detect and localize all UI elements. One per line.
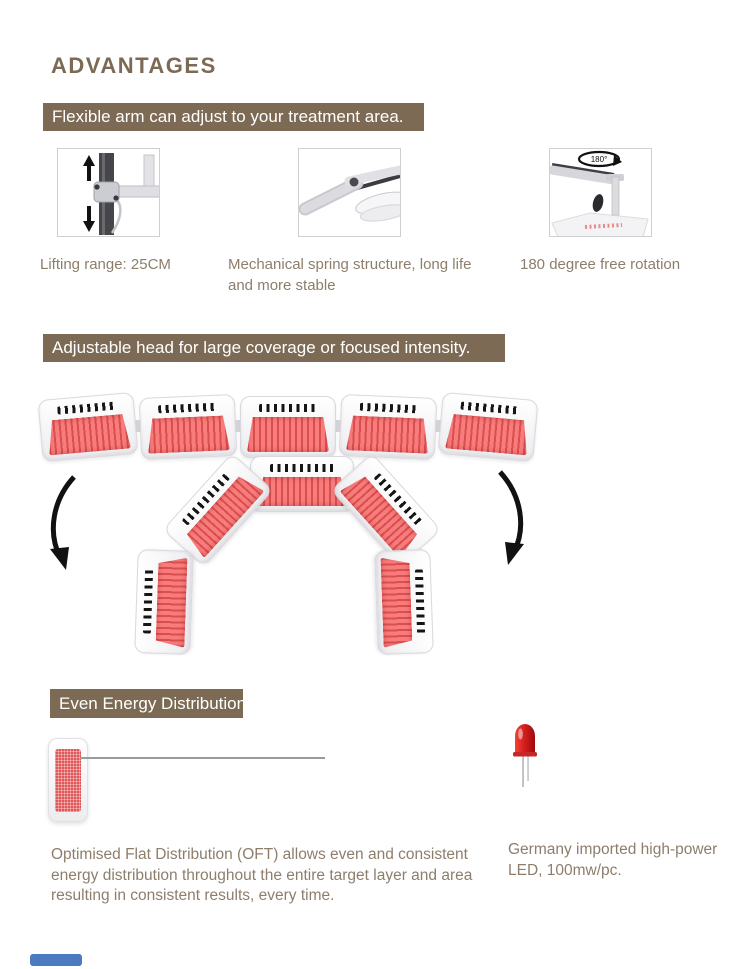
fold-arrow-right-icon bbox=[492, 468, 532, 568]
distribution-line bbox=[80, 757, 325, 759]
vent-slots bbox=[57, 402, 116, 415]
caption-spring: Mechanical spring structure, long life and more stable bbox=[228, 256, 472, 294]
led-panel-flat bbox=[240, 396, 336, 458]
caption-lifting: Lifting range: 25CM bbox=[40, 256, 171, 273]
led-face bbox=[147, 415, 230, 454]
vent-slots bbox=[415, 570, 425, 633]
rotation-illustration bbox=[550, 149, 652, 237]
fold-arrow-left-icon bbox=[42, 473, 82, 573]
led-face bbox=[46, 413, 131, 455]
vent-slots bbox=[360, 403, 419, 414]
oft-led-face bbox=[55, 749, 81, 812]
led-panel-folded-right-bottom bbox=[374, 549, 434, 655]
feature-image-rotation bbox=[549, 148, 652, 237]
led-face bbox=[247, 417, 329, 452]
banner-even-energy: Even Energy Distribution bbox=[50, 689, 243, 718]
vent-slots bbox=[270, 464, 333, 472]
oft-description: Optimised Flat Distribution (OFT) allows even and consistent energy distribution throughout the entire target layer and area resulting in consistent results, every time. bbox=[51, 846, 473, 904]
led-panel-flat bbox=[339, 394, 438, 460]
banner-flexible-arm: Flexible arm can adjust to your treatment area. bbox=[43, 103, 424, 131]
led-panel-flat bbox=[437, 392, 538, 462]
lifting-arm-illustration bbox=[58, 149, 160, 237]
led-face bbox=[445, 413, 530, 455]
caption-rotation: 180 degree free rotation bbox=[520, 256, 681, 273]
adjustable-head-illustration bbox=[0, 378, 756, 690]
vent-slots bbox=[158, 403, 217, 414]
vent-slots bbox=[460, 402, 519, 415]
feature-image-spring bbox=[298, 148, 401, 237]
knob bbox=[591, 193, 605, 213]
rotation-label: 180° bbox=[590, 155, 608, 164]
led-panel-flat bbox=[139, 394, 238, 460]
led-panel-folded-left-bottom bbox=[134, 549, 194, 655]
banner-adjustable-head: Adjustable head for large coverage or focused intensity. bbox=[43, 334, 505, 362]
spring-arm-illustration bbox=[299, 149, 401, 237]
led-panel-flat bbox=[37, 392, 138, 462]
pivot-joint bbox=[350, 178, 359, 187]
oft-panel-graphic bbox=[48, 738, 88, 822]
led-flange bbox=[513, 752, 537, 757]
led-leg bbox=[522, 756, 524, 787]
page-title: ADVANTAGES bbox=[51, 53, 217, 78]
vent-slots bbox=[259, 404, 317, 412]
lower-arm bbox=[305, 183, 357, 209]
led-face bbox=[380, 557, 412, 648]
vent-slots bbox=[143, 570, 153, 633]
led-body bbox=[515, 724, 535, 753]
led-description: Germany imported high-power LED, 100mw/pc. bbox=[508, 841, 718, 879]
led-face bbox=[346, 415, 429, 454]
post bbox=[612, 177, 619, 215]
led-leg bbox=[527, 756, 529, 781]
feature-image-lifting bbox=[57, 148, 160, 237]
led-diode-graphic bbox=[512, 722, 538, 792]
led-highlight bbox=[518, 729, 523, 740]
decorative-blue-bar bbox=[30, 954, 82, 966]
led-face bbox=[155, 557, 187, 648]
